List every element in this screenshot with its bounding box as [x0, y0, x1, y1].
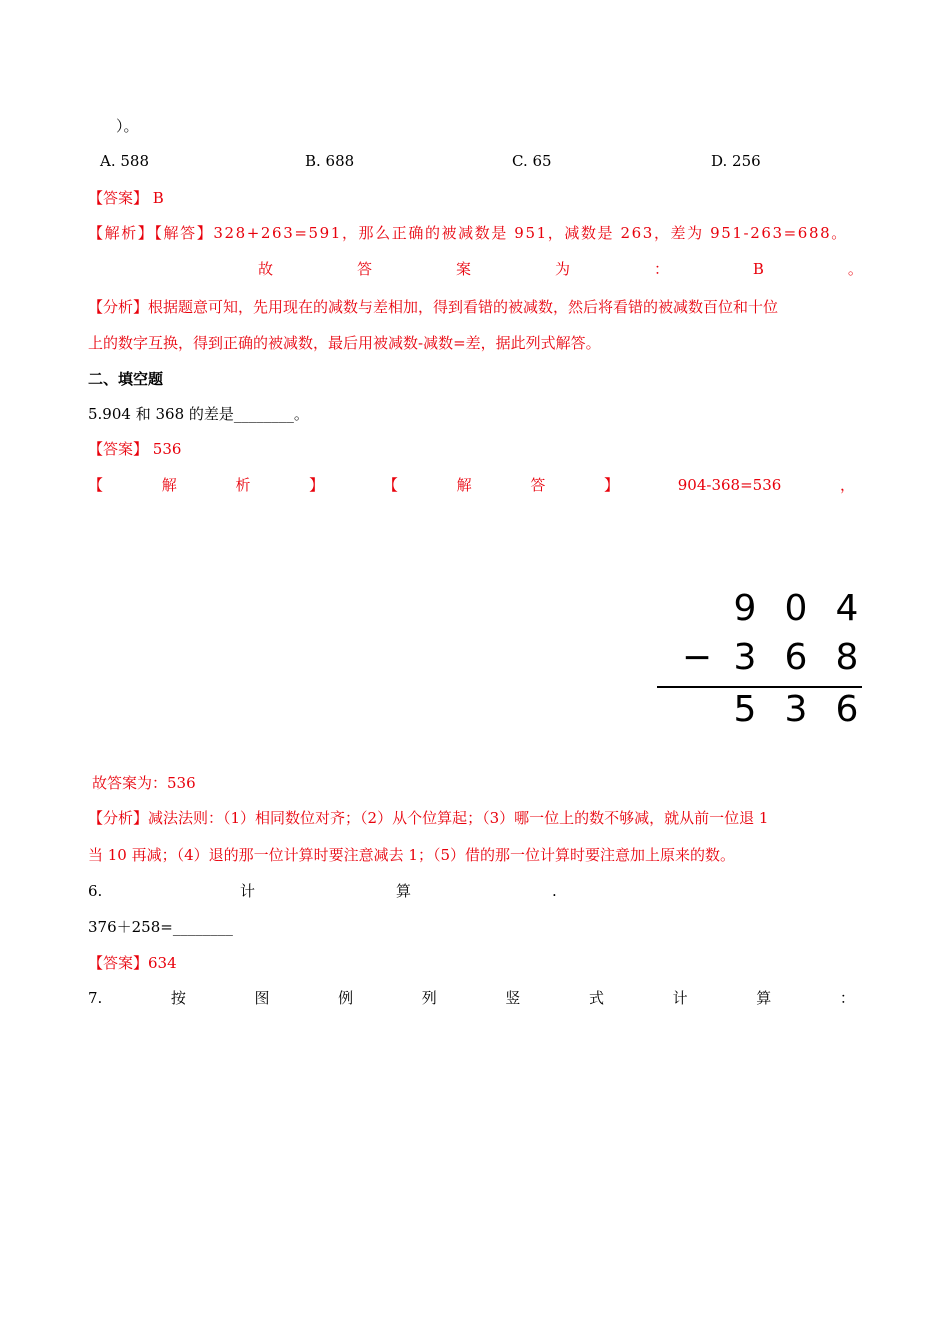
q5-method-text: 减法法则：（1）相同数位对齐；（2）从个位算起；（3）哪一位上的数不够减，就从前一位退 1	[148, 809, 769, 827]
subtrahend-tens: 6	[784, 637, 808, 678]
q6-expression: 376＋258=________	[88, 918, 233, 936]
result-hundreds: 5	[733, 689, 757, 730]
q5-answer-value: 536	[152, 440, 182, 458]
q4-conclusion-char: B	[752, 260, 764, 278]
q4-stem-tail: ）。	[116, 117, 139, 135]
q4-conclusion	[258, 259, 863, 279]
q4-method-label: 【分析】	[88, 298, 149, 316]
q5-analysis	[88, 475, 855, 495]
q6-title-part: 计	[240, 882, 256, 900]
q7-title-part: ：	[839, 989, 855, 1007]
q5-method-label: 【分析】	[88, 809, 149, 827]
section-title: 二、填空题	[88, 370, 164, 388]
q7-title-part: 计	[672, 989, 688, 1007]
subtrahend-ones: 8	[835, 637, 859, 678]
q5-analysis-part: 【	[88, 476, 104, 494]
result-ones: 6	[835, 689, 859, 730]
q7-title-part: 列	[421, 989, 437, 1007]
q5-analysis-part: 904-368=536	[677, 476, 782, 494]
q4-answer-value: B	[152, 189, 164, 207]
q4-option-a: A. 588	[100, 152, 149, 170]
q4-conclusion-char: 。	[847, 260, 863, 278]
q5-analysis-part: 【	[382, 476, 398, 494]
q6-title-part: .	[552, 882, 557, 900]
q5-analysis-part: 】	[604, 476, 620, 494]
q4-option-d: D. 256	[711, 152, 761, 170]
q7-title-part: 按	[170, 989, 186, 1007]
q4-analysis	[88, 223, 863, 243]
subtrahend-hundreds: 3	[733, 637, 757, 678]
q5-method-line2: 当 10 再减；（4）退的那一位计算时要注意减去 1；（5）借的那一位计算时要注意加上原来的数。	[88, 846, 736, 864]
result-tens: 3	[784, 689, 808, 730]
sum-rule-line	[657, 686, 862, 688]
q4-conclusion-char: 答	[356, 260, 372, 278]
q6-answer-label: 【答案】	[88, 954, 149, 972]
q7-title-part: 图	[254, 989, 270, 1007]
minus-sign: −	[681, 637, 713, 678]
q6-title-part: 6.	[88, 882, 103, 900]
minuend-hundreds: 9	[733, 588, 757, 629]
q5-analysis-part: 解	[161, 476, 177, 494]
q7-title-part: 式	[589, 989, 605, 1007]
q7-title-part: 7.	[88, 989, 103, 1007]
q4-answer-label: 【答案】	[88, 189, 149, 207]
q4-conclusion-char: 案	[455, 260, 471, 278]
q5-method-line1	[88, 808, 768, 828]
q6-answer-value: 634	[148, 954, 177, 972]
q5-analysis-part: 析	[235, 476, 251, 494]
q4-answer	[88, 188, 164, 208]
q5-conclusion: 故答案为：536	[92, 774, 196, 792]
q4-conclusion-char: ：	[653, 260, 669, 278]
q4-option-c: C. 65	[512, 152, 552, 170]
minuend-tens: 0	[784, 588, 808, 629]
q7-title-part: 竖	[505, 989, 521, 1007]
q6-title-part: 算	[396, 882, 412, 900]
q5-answer-label: 【答案】	[88, 440, 149, 458]
q4-conclusion-char: 为	[554, 260, 570, 278]
q7-title	[88, 988, 855, 1008]
q4-conclusion-char: 故	[258, 260, 274, 278]
q5-analysis-part: 答	[530, 476, 546, 494]
q5-analysis-part: ，	[839, 476, 855, 494]
q5-stem: 5.904 和 368 的差是________。	[88, 405, 309, 423]
q4-method-line2: 上的数字互换，得到正确的被减数，最后用被减数-减数=差，据此列式解答。	[88, 334, 601, 352]
q4-analysis-label: 【解析】【解答】	[88, 224, 214, 242]
q5-analysis-part: 】	[309, 476, 325, 494]
q7-title-part: 例	[338, 989, 354, 1007]
q5-analysis-part: 解	[456, 476, 472, 494]
q4-method-line1	[88, 297, 778, 317]
q5-answer	[88, 439, 181, 459]
q7-title-part: 算	[756, 989, 772, 1007]
minuend-ones: 4	[835, 588, 859, 629]
q4-option-b: B. 688	[305, 152, 355, 170]
q4-analysis-text: 328+263=591，那么正确的被减数是 951，减数是 263，差为 951-263=688。	[213, 224, 848, 242]
q4-method-text: 根据题意可知，先用现在的减数与差相加，得到看错的被减数，然后将看错的被减数百位和十位	[148, 298, 779, 316]
q6-answer	[88, 953, 177, 973]
